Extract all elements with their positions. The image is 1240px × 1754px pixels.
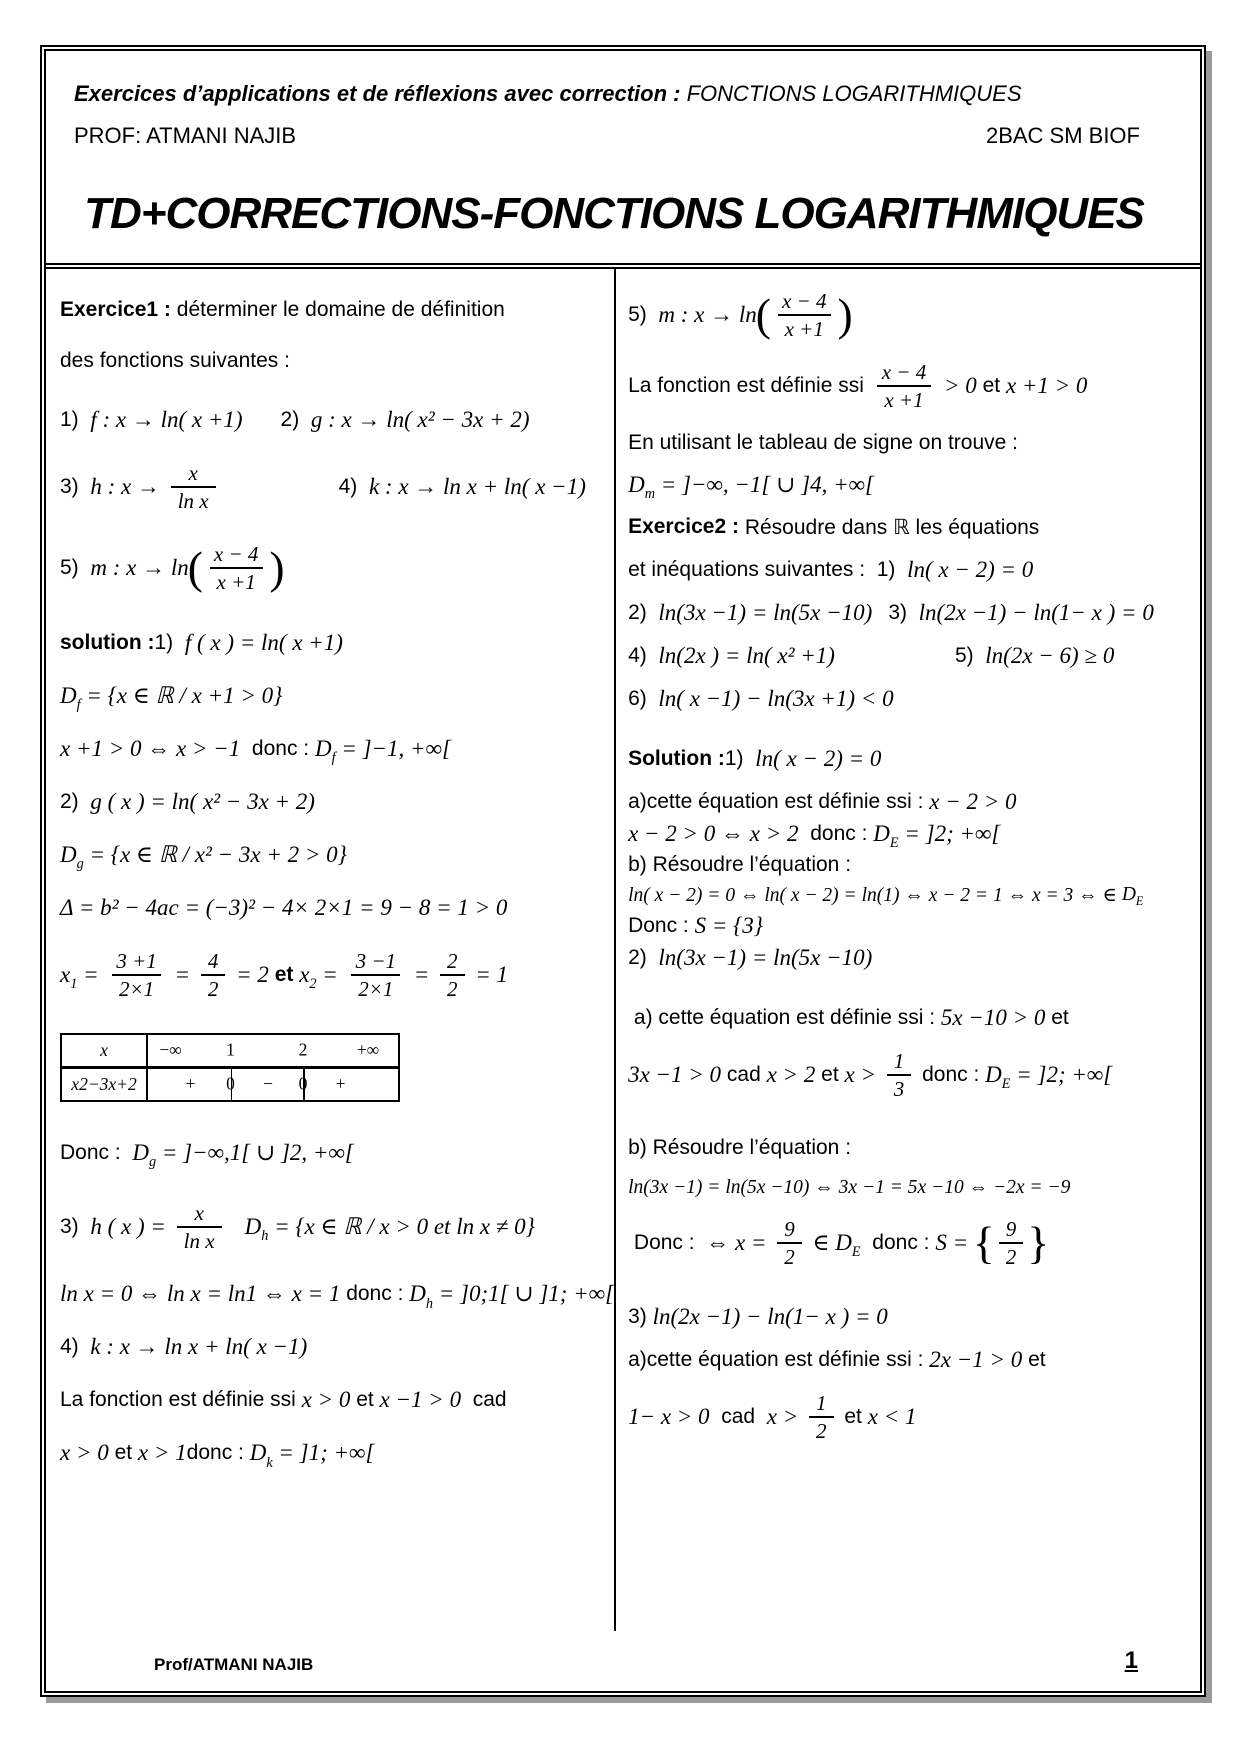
right-column <box>616 269 1200 1631</box>
text: 4) <box>338 475 369 499</box>
math-text: k : x → ln x + ln( x −1) <box>368 474 586 500</box>
math-text: f ( x ) = ln( x +1) <box>184 629 343 655</box>
class-level: 2BAC SM BIOF <box>985 123 1140 148</box>
bold-text: et <box>268 962 300 986</box>
header-tick: +∞ <box>356 1039 380 1060</box>
ex1-item-5 <box>60 541 610 595</box>
math-subscripted: $x_1$ <box>60 961 78 993</box>
math-text: = <box>316 961 344 987</box>
text: et <box>1022 1348 1046 1372</box>
math-text: k : x → ln x + ln( x −1) <box>90 1334 308 1360</box>
text: 1) <box>60 408 91 431</box>
fraction <box>440 948 465 1002</box>
sign-value: 0 <box>226 1073 235 1094</box>
sol2-roots <box>60 948 610 1002</box>
text: 5) <box>628 303 659 327</box>
text: et <box>1045 1005 1069 1029</box>
text: Donc : <box>60 1140 133 1164</box>
eq3-condition <box>628 1347 1194 1373</box>
text: a)cette équation est définie ssi : <box>628 1348 930 1372</box>
math-text: ln(2x −1) − ln(1− x ) = 0 <box>918 599 1154 625</box>
left-column <box>46 269 616 1631</box>
open-delimiter: ( <box>187 542 203 594</box>
math-text: ln( x − 2) = 0 ⇔ ln( x − 2) = ln(1) ⇔ x − 2 = 1 ⇔ x = 3 ⇔ ∈ <box>628 884 1122 906</box>
math-text: x > <box>844 1061 882 1087</box>
sign-value: + <box>335 1073 346 1094</box>
math-text: ln(2x −1) − ln(1− x ) = 0 <box>652 1304 888 1330</box>
math-text: = 1 <box>469 961 509 987</box>
subscript: E <box>1135 894 1144 908</box>
subscript: h <box>261 1228 269 1245</box>
eq2-solve-label <box>628 1136 1194 1160</box>
text: 6) <box>628 686 659 710</box>
denominator: 2 <box>999 1242 1024 1270</box>
math-text: ln( x −1) − ln(3x +1) < 0 <box>658 685 894 711</box>
header-tick: 1 <box>226 1039 235 1060</box>
text: En utilisant le tableau de signe on trouve : <box>628 430 1018 454</box>
close-delimiter: ) <box>837 288 853 340</box>
sol4-condition <box>60 1387 610 1413</box>
subscript: h <box>425 1295 433 1312</box>
bold-text: Exercice2 : <box>628 515 745 539</box>
math-text: = {x ∈ ℝ / x² − 3x + 2 > 0} <box>83 841 347 867</box>
denominator: 2 <box>201 974 226 1002</box>
numerator: x <box>194 1200 204 1225</box>
header-info-line <box>74 123 1154 149</box>
ex1-items-1-2 <box>60 407 610 433</box>
sol1-domain-result <box>60 735 610 766</box>
subscript: f <box>76 696 81 713</box>
text: et <box>838 1405 868 1429</box>
sol5-condition <box>628 359 1194 413</box>
math-subscripted: $D_g$ <box>132 1139 157 1171</box>
math-text: = <box>77 961 105 987</box>
math-text: S = {3} <box>694 912 764 938</box>
sol1-domain-set <box>60 682 610 713</box>
math-group <box>974 1216 1048 1270</box>
math-text: = ]2; +∞[ <box>1010 1061 1113 1087</box>
eq2-condition <box>628 1005 1194 1031</box>
math-text: h ( x ) = <box>90 1213 172 1239</box>
document-page <box>40 45 1206 1697</box>
math-text: h : x → <box>90 474 166 500</box>
numerator: 3 −1 <box>355 948 396 973</box>
denominator: x +1 <box>877 385 930 413</box>
text: et <box>108 1441 138 1465</box>
text: La fonction est définie ssi <box>60 1388 302 1412</box>
math-text: m : x → ln <box>658 302 757 328</box>
text: cad <box>721 1062 767 1086</box>
text: Donc : <box>628 1230 707 1254</box>
text: donc : <box>186 1441 250 1465</box>
numerator: x − 4 <box>781 289 827 313</box>
text: 3) <box>628 1305 653 1329</box>
ex2-items-2-3 <box>628 600 1194 626</box>
open-delimiter: ( <box>755 288 771 340</box>
subscript: k <box>266 1454 273 1471</box>
fraction <box>887 1048 912 1102</box>
math-text: x > 0 <box>301 1387 351 1413</box>
header-subject-line <box>74 81 1154 107</box>
math-text: 2x −1 > 0 <box>929 1347 1023 1373</box>
math-text: 1− x > 0 <box>628 1404 710 1430</box>
eq2-solve <box>628 1177 1194 1199</box>
math-text: 5x −10 > 0 <box>940 1004 1046 1030</box>
content-columns <box>46 269 1200 1631</box>
math-text: ln(3x −1) = ln(5x −10) <box>658 944 873 970</box>
fraction <box>201 948 226 1002</box>
sign-table-variable: x <box>62 1035 148 1066</box>
math-text: = ]−1, +∞[ <box>335 735 451 761</box>
page-footer <box>46 1631 1200 1691</box>
sol2-domain-set <box>60 841 610 872</box>
fraction <box>777 1216 802 1270</box>
text: 1) <box>724 746 756 770</box>
numerator: 9 <box>784 1216 795 1241</box>
eq1-solve-label <box>628 853 1194 877</box>
fraction <box>875 359 934 413</box>
close-delimiter: } <box>1027 1216 1050 1268</box>
math-text: ln( x − 2) = 0 <box>755 745 882 771</box>
subscript: g <box>76 855 84 872</box>
ex2-item-6 <box>628 686 1194 712</box>
math-text: g : x → ln( x² − 3x + 2) <box>310 407 530 432</box>
text: et <box>976 374 1006 398</box>
subscript: m <box>644 485 655 502</box>
header-subject-topic: FONCTIONS LOGARITHMIQUES <box>686 81 1022 106</box>
text: cad <box>461 1388 507 1412</box>
subscript: E <box>889 834 899 851</box>
math-text: S = <box>935 1229 974 1255</box>
math-subscripted: $D_f$ <box>60 682 81 713</box>
eq2-domain <box>628 1048 1194 1102</box>
text: cad <box>709 1405 767 1429</box>
page-number: 1 <box>1124 1647 1138 1674</box>
sign-value: + <box>185 1073 196 1094</box>
denominator: x +1 <box>778 314 831 342</box>
eq1-domain <box>628 820 1194 851</box>
math-text: ln x = 0 ⇔ ln x = ln1 ⇔ x = 1 <box>60 1281 341 1307</box>
ex1-heading-2 <box>60 349 610 373</box>
math-text: > 0 <box>938 373 977 399</box>
math-subscripted: $D_E$ <box>1121 883 1144 908</box>
math-text: x +1 > 0 <box>1005 373 1088 399</box>
math-text: f : x → ln( x +1) <box>90 407 243 432</box>
text: donc : <box>340 1282 410 1306</box>
sign-value: 0 <box>298 1073 308 1094</box>
bold-text: Solution : <box>628 746 725 770</box>
text: 2) <box>628 945 659 969</box>
text: donc : <box>798 821 874 845</box>
math-text: ln(2x − 6) ≥ 0 <box>985 642 1115 668</box>
math-text: x > 0 <box>60 1440 109 1466</box>
text: et inéquations suivantes : 1) <box>628 557 908 581</box>
denominator: ln x <box>171 486 216 514</box>
denominator: 2 <box>809 1416 834 1444</box>
ex2-heading-2 <box>628 557 1194 583</box>
text: 5) <box>60 556 91 580</box>
math-text: = ]2; +∞[ <box>898 820 1001 846</box>
fraction <box>177 1200 222 1254</box>
text: Résoudre dans ℝ les équations <box>744 515 1040 539</box>
eq2-statement <box>628 945 1194 971</box>
text: 4) <box>60 1335 91 1359</box>
ex1-items-3-4 <box>60 460 610 514</box>
math-subscripted: $D_E$ <box>835 1229 861 1261</box>
denominator: 3 <box>887 1074 912 1102</box>
sol3-solve <box>60 1281 615 1312</box>
fraction <box>109 948 163 1002</box>
math-text: = ]0;1[ ∪ ]1; +∞[ <box>433 1281 615 1307</box>
numerator: 2 <box>447 948 458 973</box>
math-group <box>189 541 284 595</box>
math-subscripted: $D_E$ <box>873 820 899 851</box>
text: 3) <box>888 600 919 624</box>
math-text: = <box>408 961 436 987</box>
sol3-hx <box>60 1200 610 1254</box>
subscript: 2 <box>309 976 317 993</box>
eq1-solve <box>628 883 1194 907</box>
math-text: = ]1; +∞[ <box>272 1440 375 1466</box>
header-tick: −∞ <box>159 1039 182 1060</box>
eq3-statement <box>628 1304 1194 1330</box>
sol-ex2-heading <box>628 746 1194 772</box>
math-text: x > 1 <box>137 1440 187 1466</box>
text: La fonction est définie ssi <box>628 374 870 398</box>
sol2-sign-table <box>60 1029 610 1106</box>
numerator: 1 <box>816 1391 827 1416</box>
group-content <box>770 288 839 342</box>
math-text: x − 2 > 0 <box>929 788 1017 814</box>
group-content <box>202 541 271 595</box>
eq2-solution-set <box>628 1216 1194 1270</box>
subscript: 1 <box>70 976 78 993</box>
math-text: = {x ∈ ℝ / x > 0 et ln x ≠ 0} <box>268 1213 535 1239</box>
sign-table <box>60 1033 400 1102</box>
text: 2) <box>628 600 659 624</box>
numerator: 1 <box>893 1048 905 1073</box>
text: 2) <box>60 789 91 813</box>
sol2-delta <box>60 895 610 921</box>
page-header <box>46 51 1200 269</box>
group-content <box>994 1216 1029 1270</box>
math-subscripted: $D_k$ <box>249 1440 273 1471</box>
eq1-condition <box>628 789 1194 815</box>
math-subscripted: $D_g$ <box>60 841 84 872</box>
sol5-mx <box>628 288 1194 342</box>
math-text: ln( x − 2) = 0 <box>907 556 1034 582</box>
denominator: 2×1 <box>112 974 161 1002</box>
ex1-heading <box>60 298 610 322</box>
denominator: 2×1 <box>351 974 400 1002</box>
subscript: f <box>331 749 336 766</box>
math-text: x −1 > 0 <box>379 1387 462 1413</box>
math-subscripted: $D_h$ <box>409 1281 433 1312</box>
math-text: ∈ <box>806 1229 836 1255</box>
math-text: m : x → ln <box>90 555 189 581</box>
math-text: ln(3x −1) = ln(5x −10) ⇔ 3x −1 = 5x −10 ⇔ −2x = −9 <box>628 1176 1071 1198</box>
subscript: E <box>1001 1076 1011 1093</box>
denominator: 2 <box>440 974 465 1002</box>
text: b) Résoudre l’équation : <box>628 1135 852 1159</box>
math-text: = ]−∞, −1[ ∪ ]4, +∞[ <box>654 471 874 497</box>
fraction <box>999 1216 1024 1270</box>
open-delimiter: { <box>972 1216 995 1268</box>
text: b) Résoudre l’équation : <box>628 852 852 876</box>
math-text: x +1 > 0 ⇔ x > −1 <box>60 735 241 761</box>
math-text: 3x −1 > 0 <box>628 1061 722 1087</box>
sol5-result <box>628 471 1194 502</box>
numerator: x − 4 <box>213 542 259 567</box>
numerator: 3 +1 <box>116 948 157 973</box>
numerator: x − 4 <box>881 360 927 385</box>
text: donc : <box>916 1062 986 1086</box>
sign-value: − <box>263 1073 273 1094</box>
ex2-items-4-5 <box>628 643 1194 669</box>
header-tick: 2 <box>298 1039 308 1060</box>
math-subscripted: $D_h$ <box>244 1213 269 1245</box>
sol1-heading <box>60 630 610 656</box>
denominator: x +1 <box>210 567 263 595</box>
text: 3) <box>60 1214 91 1238</box>
text: déterminer le domaine de définition <box>176 298 505 321</box>
text: et <box>815 1062 845 1086</box>
eq1-solution-set <box>628 913 1194 939</box>
subscript: g <box>149 1154 157 1171</box>
fraction <box>171 460 216 514</box>
math-text: ln(2x ) = ln( x² +1) <box>658 642 835 668</box>
text: 5) <box>954 643 986 667</box>
math-text: = <box>168 961 196 987</box>
sol2-gx <box>60 789 610 815</box>
fraction <box>775 288 834 342</box>
bold-text: Exercice1 : <box>60 298 177 321</box>
text: donc : <box>240 736 315 760</box>
fraction <box>207 541 266 595</box>
sol4-kx <box>60 1334 610 1360</box>
professor-name: PROF: ATMANI NAJIB <box>74 123 297 148</box>
text: a)cette équation est définie ssi : <box>628 789 930 813</box>
sign-table-header-values <box>148 1035 398 1066</box>
fraction <box>349 948 403 1002</box>
text: 3) <box>60 475 91 499</box>
sign-table-header-row <box>62 1035 398 1069</box>
numerator: x <box>188 461 198 485</box>
text: Donc : <box>628 913 695 937</box>
math-subscripted: $x_2$ <box>299 961 317 993</box>
numerator: 4 <box>207 948 219 973</box>
math-text: = 2 <box>230 961 269 987</box>
close-delimiter: ) <box>269 542 285 594</box>
math-text: x − 2 > 0 ⇔ x > 2 <box>628 820 799 846</box>
sol5-method <box>628 431 1194 455</box>
math-text: = {x ∈ ℝ / x +1 > 0} <box>80 682 283 708</box>
text: 2) <box>280 408 311 431</box>
math-text: x < 1 <box>867 1404 917 1430</box>
eq3-domain <box>628 1390 1194 1444</box>
sign-table-expression: x2−3x+2 <box>62 1069 148 1100</box>
ex2-heading <box>628 515 1194 540</box>
bold-text: solution : <box>60 630 155 654</box>
header-subject-bold: Exercices d’applications et de réflexions avec correction : <box>74 81 687 106</box>
numerator: 9 <box>1005 1216 1017 1241</box>
math-text: x > 2 <box>766 1061 816 1087</box>
sol4-result <box>60 1440 610 1471</box>
math-text: ln(3x −1) = ln(5x −10) <box>658 599 873 625</box>
denominator: ln x <box>177 1226 222 1254</box>
sign-table-sign-values <box>148 1069 398 1100</box>
math-text: g ( x ) = ln( x² − 3x + 2) <box>90 788 315 814</box>
sol2-domain-result <box>60 1139 610 1171</box>
text: des fonctions suivantes : <box>60 349 290 372</box>
math-text: = ]−∞,1[ ∪ ]2, +∞[ <box>156 1139 354 1165</box>
text: a) cette équation est définie ssi : <box>628 1005 941 1029</box>
math-subscripted: $D_f$ <box>314 735 336 766</box>
denominator: 2 <box>777 1242 802 1270</box>
math-subscripted: $D_m$ <box>628 471 655 502</box>
footer-author: Prof/ATMANI NAJIB <box>154 1655 314 1674</box>
sign-table-sign-row <box>62 1069 398 1100</box>
text: et <box>350 1388 380 1412</box>
subscript: E <box>851 1244 861 1261</box>
math-group <box>757 288 852 342</box>
math-subscripted: $D_E$ <box>985 1061 1011 1093</box>
math-text: ⇔ x = <box>706 1229 773 1255</box>
math-text: x > <box>766 1404 804 1430</box>
document-title: TD+CORRECTIONS-FONCTIONS LOGARITHMIQUES <box>84 189 1144 238</box>
text: 1) <box>154 630 185 654</box>
math-text: Δ = b² − 4ac = (−3)² − 4× 2×1 = 9 − 8 = 1 > 0 <box>60 894 508 920</box>
text: 4) <box>628 643 659 667</box>
text: donc : <box>860 1230 936 1254</box>
fraction <box>809 1390 834 1444</box>
